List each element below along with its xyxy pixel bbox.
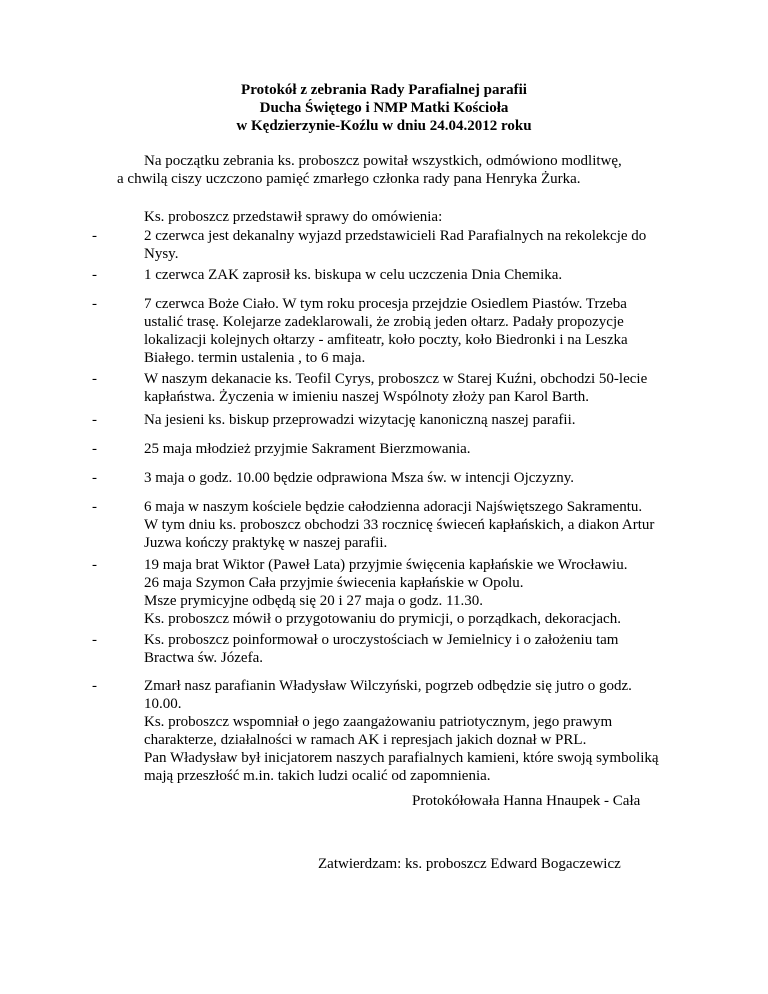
item-line: 10.00. bbox=[144, 696, 182, 712]
agenda-item-text bbox=[144, 469, 684, 487]
item-line: charakterze, działalności w ramach AK i represjach jakich doznał w PRL. bbox=[144, 732, 587, 748]
item-line: Na jesieni ks. biskup przeprowadzi wizytację kanoniczną naszej parafii. bbox=[144, 412, 576, 428]
agenda-item-text bbox=[144, 266, 684, 284]
approved-by: Zatwierdzam: ks. proboszcz Edward Bogaczewicz bbox=[318, 856, 621, 872]
intro-line: Na początku zebrania ks. proboszcz powitał wszystkich, odmówiono modlitwę, bbox=[144, 153, 622, 169]
item-line: 3 maja o godz. 10.00 będzie odprawiona Msza św. w intencji Ojczyzny. bbox=[144, 470, 575, 486]
agenda-item-text bbox=[144, 295, 684, 367]
agenda-item-text bbox=[144, 498, 684, 552]
item-line: Ks. proboszcz mówił o przygotowaniu do prymicji, o porządkach, dekoracjach. bbox=[144, 611, 621, 627]
agenda-lead: Ks. proboszcz przedstawił sprawy do omówienia: bbox=[144, 209, 443, 225]
bullet-dash: - bbox=[92, 470, 97, 486]
agenda-item-text bbox=[144, 411, 684, 429]
item-line: ustalić trasę. Kolejarze zadeklarowali, że zrobią jeden ołtarz. Padały propozycje bbox=[144, 314, 624, 330]
bullet-dash: - bbox=[92, 371, 97, 387]
item-line: 19 maja brat Wiktor (Paweł Lata) przyjmie święcenia kapłańskie we Wrocławiu. bbox=[144, 557, 628, 573]
item-line: 25 maja młodzież przyjmie Sakrament Bierzmowania. bbox=[144, 441, 471, 457]
item-line: Nysy. bbox=[144, 246, 179, 262]
recorded-by: Protokółowała Hanna Hnaupek - Cała bbox=[412, 793, 641, 809]
item-line: lokalizacji kolejnych ołtarzy - amfiteatr, koło poczty, koło Biedronki i na Leszka bbox=[144, 332, 628, 348]
item-line: Pan Władysław był inicjatorem naszych parafialnych kamieni, które swoją symboliką bbox=[144, 750, 659, 766]
item-line: Juzwa kończy praktykę w naszej parafii. bbox=[144, 535, 388, 551]
agenda-item-text bbox=[144, 370, 684, 406]
agenda-item-text bbox=[144, 227, 684, 263]
agenda-item-text bbox=[144, 677, 684, 785]
item-line: 1 czerwca ZAK zaprosił ks. biskupa w celu uczczenia Dnia Chemika. bbox=[144, 267, 563, 283]
item-line: W naszym dekanacie ks. Teofil Cyrys, proboszcz w Starej Kuźni, obchodzi 50-lecie bbox=[144, 371, 648, 387]
bullet-dash: - bbox=[92, 678, 97, 694]
document-title bbox=[0, 81, 768, 135]
title-line: Ducha Świętego i NMP Matki Kościoła bbox=[259, 100, 509, 116]
agenda-item-text bbox=[144, 631, 684, 667]
item-line: Białego. termin ustalenia , to 6 maja. bbox=[144, 350, 366, 366]
bullet-dash: - bbox=[92, 499, 97, 515]
item-line: Ks. proboszcz wspomniał o jego zaangażowaniu patriotycznym, jego prawym bbox=[144, 714, 613, 730]
title-line: w Kędzierzynie-Koźlu w dniu 24.04.2012 roku bbox=[236, 118, 532, 134]
title-line: Protokół z zebrania Rady Parafialnej parafii bbox=[241, 82, 527, 98]
item-line: Msze prymicyjne odbędą się 20 i 27 maja o godz. 11.30. bbox=[144, 593, 483, 609]
item-line: 7 czerwca Boże Ciało. W tym roku procesja przejdzie Osiedlem Piastów. Trzeba bbox=[144, 296, 627, 312]
bullet-dash: - bbox=[92, 557, 97, 573]
item-line: 2 czerwca jest dekanalny wyjazd przedstawicieli Rad Parafialnych na rekolekcje do bbox=[144, 228, 647, 244]
agenda-item-text bbox=[144, 440, 684, 458]
item-line: Bractwa św. Józefa. bbox=[144, 650, 263, 666]
item-line: Zmarł nasz parafianin Władysław Wilczyński, pogrzeb odbędzie się jutro o godz. bbox=[144, 678, 632, 694]
bullet-dash: - bbox=[92, 632, 97, 648]
bullet-dash: - bbox=[92, 441, 97, 457]
item-line: W tym dniu ks. proboszcz obchodzi 33 rocznicę świeceń kapłańskich, a diakon Artur bbox=[144, 517, 655, 533]
bullet-dash: - bbox=[92, 296, 97, 312]
intro-paragraph bbox=[117, 152, 677, 188]
bullet-dash: - bbox=[92, 267, 97, 283]
item-line: 26 maja Szymon Cała przyjmie świecenia kapłańskie w Opolu. bbox=[144, 575, 524, 591]
bullet-dash: - bbox=[92, 228, 97, 244]
intro-line: a chwilą ciszy uczczono pamięć zmarłego członka rady pana Henryka Żurka. bbox=[117, 171, 581, 187]
item-line: kapłaństwa. Życzenia w imieniu naszej Wspólnoty złoży pan Karol Barth. bbox=[144, 389, 590, 405]
item-line: 6 maja w naszym kościele będzie całodzienna adoracji Najświętszego Sakramentu. bbox=[144, 499, 643, 515]
bullet-dash: - bbox=[92, 412, 97, 428]
agenda-item-text bbox=[144, 556, 684, 628]
item-line: mają przeszłość m.in. takich ludzi ocalić od zapomnienia. bbox=[144, 768, 491, 784]
item-line: Ks. proboszcz poinformował o uroczystościach w Jemielnicy i o założeniu tam bbox=[144, 632, 619, 648]
